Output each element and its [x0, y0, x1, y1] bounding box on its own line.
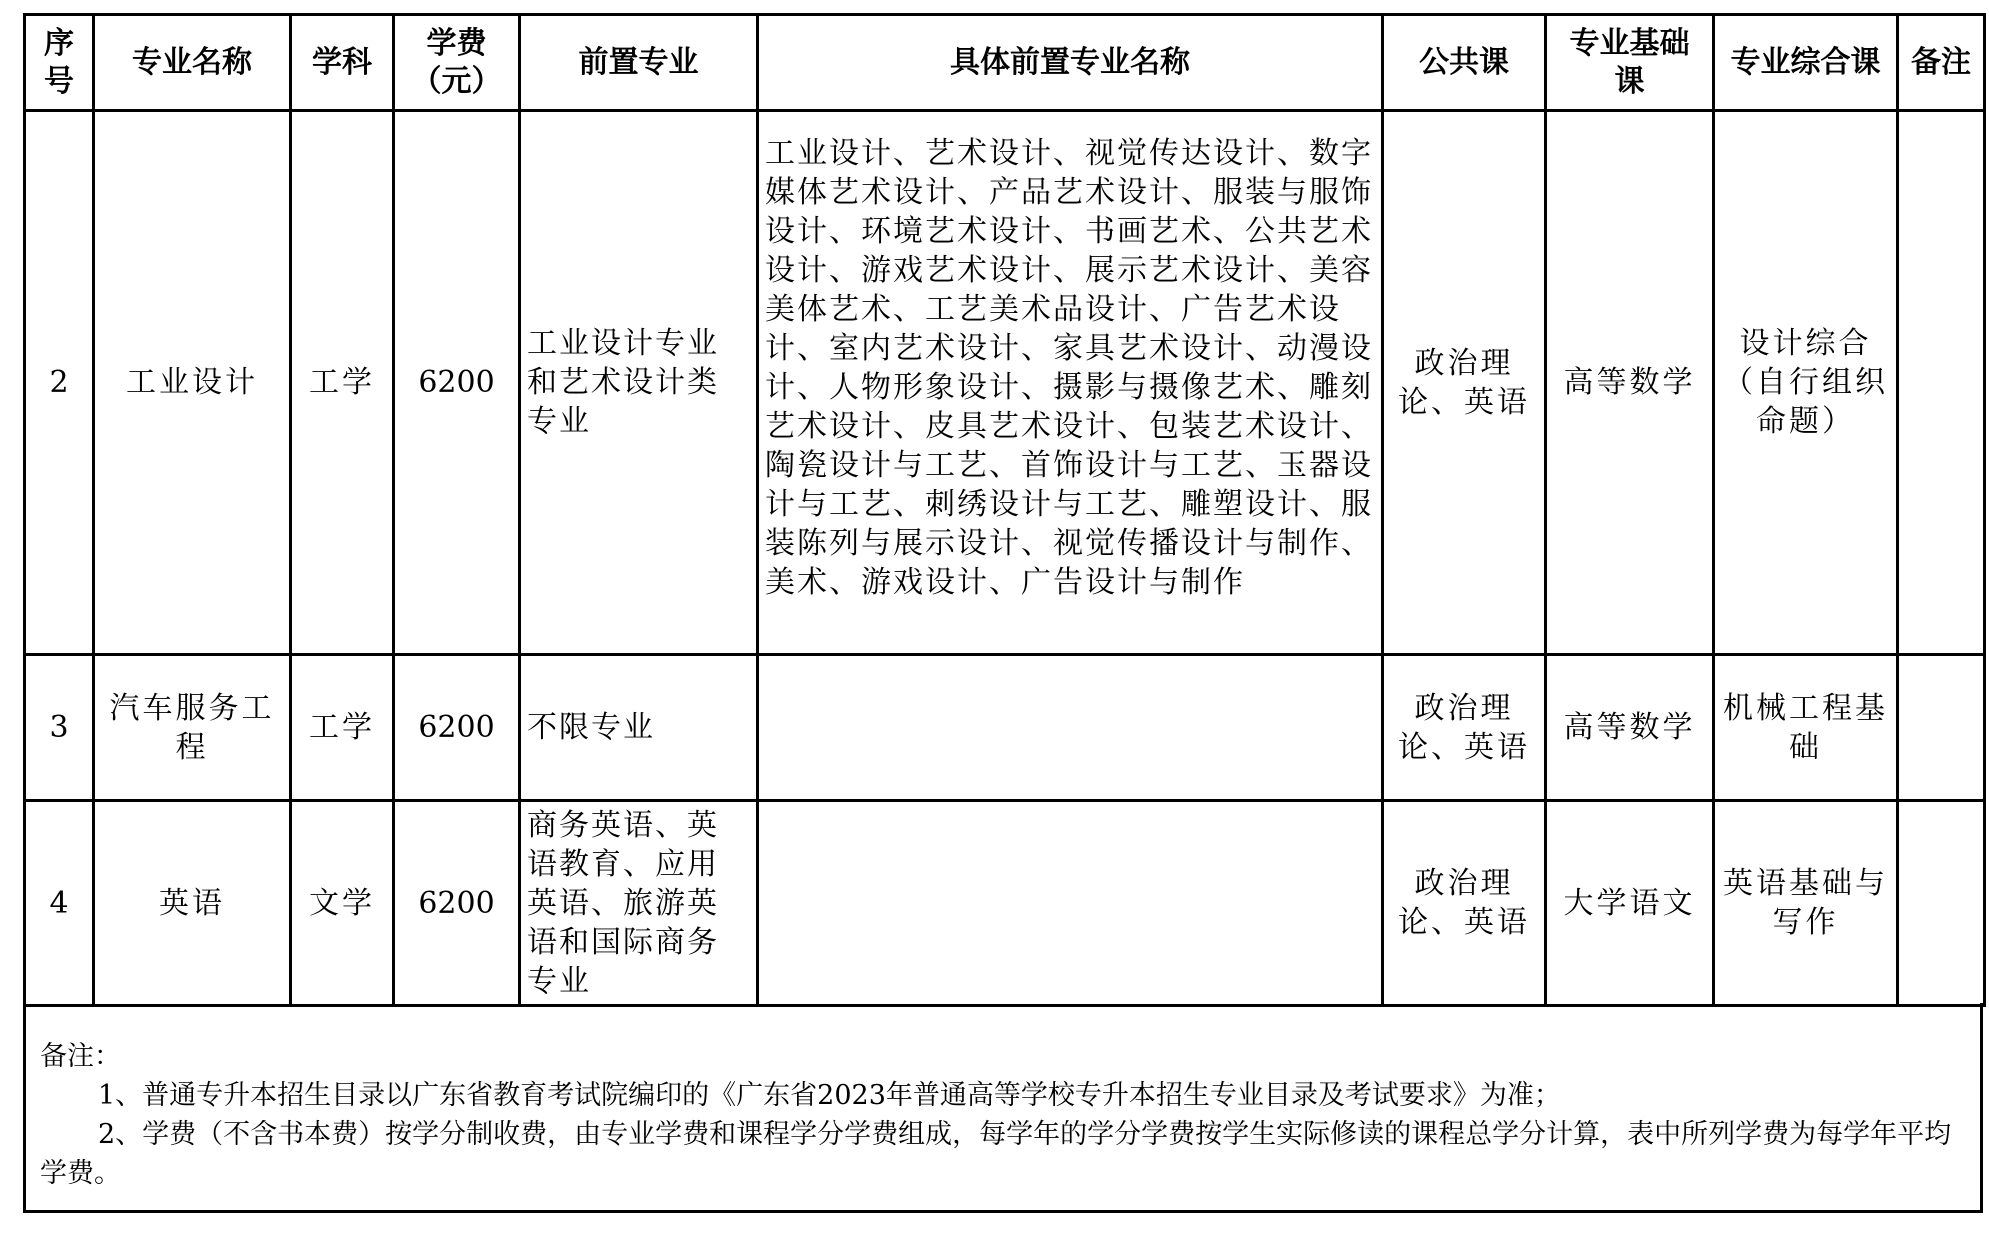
row-major: 英语	[94, 801, 291, 1006]
row-prereq-detail	[758, 655, 1383, 801]
row-subject: 工学	[291, 111, 394, 655]
row-public-course: 政治理论、英语	[1383, 655, 1546, 801]
header-fee: 学费 （元）	[394, 15, 520, 111]
row-remark	[1898, 111, 1985, 655]
note-item: 1、普通专升本招生目录以广东省教育考试院编印的《广东省2023年普通高等学校专升本招生专业目录及考试要求》为准；	[98, 1080, 1561, 1111]
header-basic-course: 专业基础 课	[1546, 15, 1714, 111]
row-prereq: 不限专业	[520, 655, 758, 801]
row-basic-course: 高等数学	[1546, 111, 1714, 655]
row-fee: 6200	[394, 655, 520, 801]
header-row	[25, 15, 1985, 111]
row-comprehensive-course: 设计综合（自行组织命题）	[1714, 111, 1898, 655]
row-fee: 6200	[394, 801, 520, 1006]
header-index: 序号	[25, 15, 94, 111]
row-index: 2	[25, 111, 94, 655]
row-major: 汽车服务工程	[94, 655, 291, 801]
row-index: 3	[25, 655, 94, 801]
header-subject: 学科	[291, 15, 394, 111]
header-comprehensive-course: 专业综合课	[1714, 15, 1898, 111]
row-public-course: 政治理论、英语	[1383, 111, 1546, 655]
row-basic-course: 高等数学	[1546, 655, 1714, 801]
row-comprehensive-course: 英语基础与写作	[1714, 801, 1898, 1006]
row-major: 工业设计	[94, 111, 291, 655]
row-comprehensive-course: 机械工程基础	[1714, 655, 1898, 801]
note-item: 2、学费（不含书本费）按学分制收费，由专业学费和课程学分学费组成，每学年的学分学费按学生实际修读的课程总学分计算，表中所列学费为每学年平均学费。	[40, 1119, 1952, 1189]
table-row	[25, 655, 1985, 801]
row-subject: 工学	[291, 655, 394, 801]
row-prereq-detail	[758, 801, 1383, 1006]
header-prereq-detail: 具体前置专业名称	[758, 15, 1383, 111]
row-prereq: 工业设计专业和艺术设计类专业	[520, 111, 758, 655]
row-index: 4	[25, 801, 94, 1006]
row-prereq: 商务英语、英语教育、应用英语、旅游英语和国际商务专业	[520, 801, 758, 1006]
row-subject: 文学	[291, 801, 394, 1006]
header-prereq: 前置专业	[520, 15, 758, 111]
notes-section	[23, 1003, 1983, 1213]
header-public-course: 公共课	[1383, 15, 1546, 111]
notes-title: 备注：	[40, 1041, 121, 1072]
row-prereq-detail: 工业设计、艺术设计、视觉传达设计、数字媒体艺术设计、产品艺术设计、服装与服饰设计、环境艺术设计、书画艺术、公共艺术设计、游戏艺术设计、展示艺术设计、美容美体艺术、工艺美术品设计、广告艺术设计、室内艺术设计、家具艺术设计、动漫设计、人物形象设计、摄影与摄像艺术、雕刻艺术设计、皮具艺术设计、包装艺术设计、陶瓷设计与工艺、首饰设计与工艺、玉器设计与工艺、刺绣设计与工艺、雕塑设计、服装陈列与展示设计、视觉传播设计与制作、美术、游戏设计、广告设计与制作	[758, 111, 1383, 655]
row-remark	[1898, 801, 1985, 1006]
enrollment-table	[23, 13, 1986, 1007]
row-basic-course: 大学语文	[1546, 801, 1714, 1006]
row-remark	[1898, 655, 1985, 801]
header-remark: 备注	[1898, 15, 1985, 111]
header-major: 专业名称	[94, 15, 291, 111]
table-row	[25, 111, 1985, 655]
row-fee: 6200	[394, 111, 520, 655]
row-public-course: 政治理论、英语	[1383, 801, 1546, 1006]
table-row	[25, 801, 1985, 1006]
